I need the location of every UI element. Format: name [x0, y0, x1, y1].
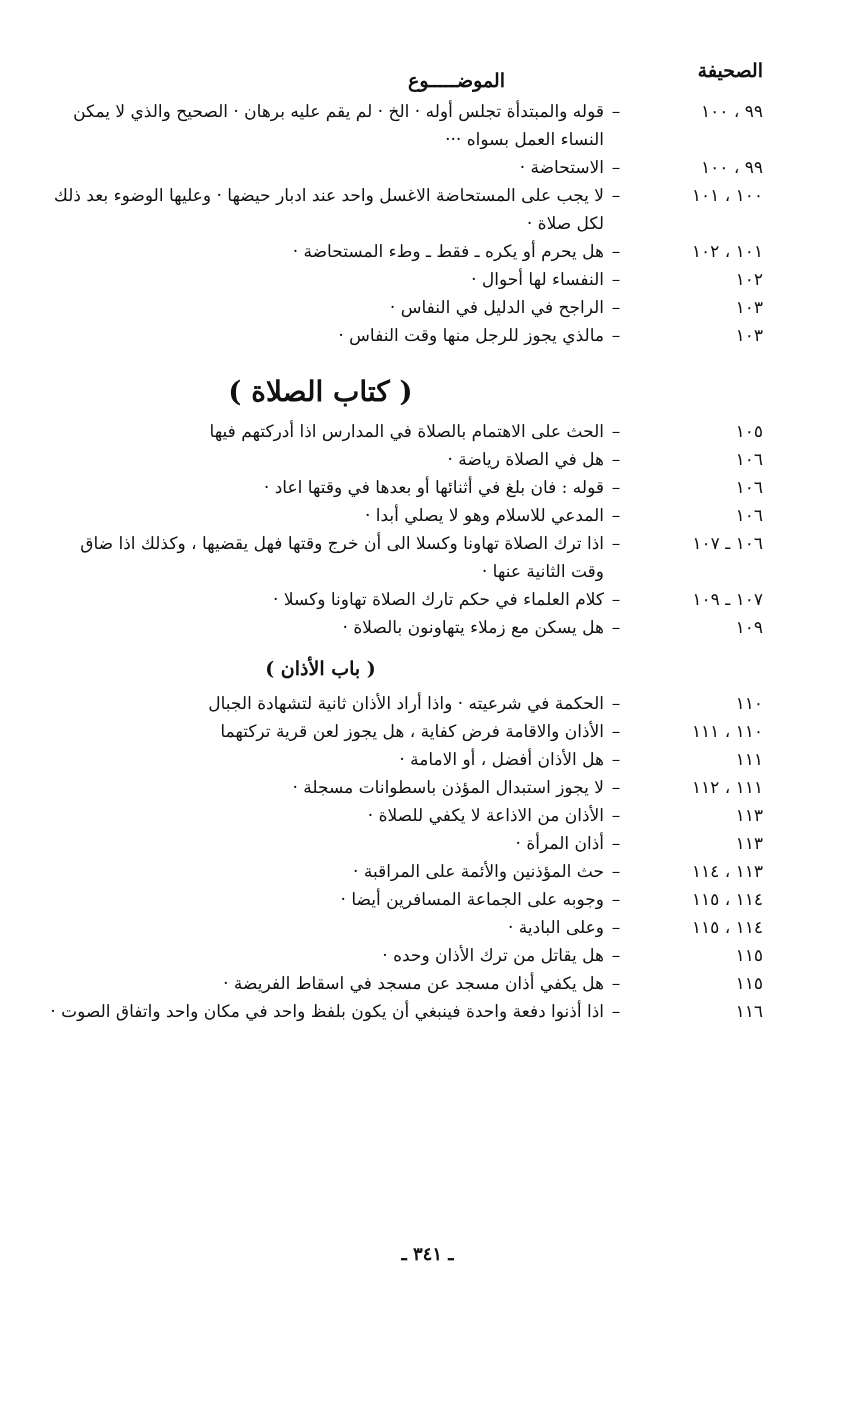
entry-page-numbers: ١١٠ [735, 694, 763, 714]
pages-column-heading: الصحيفة [697, 60, 763, 82]
entry-page-numbers: ١٠١ ، ١٠٢ [691, 242, 763, 262]
entry-topic-text: وعلى البادية · [508, 918, 604, 938]
entry-topic-text: هل يسكن مع زملاء يتهاونون بالصلاة · [342, 618, 604, 638]
index-entry [48, 418, 763, 446]
index-entry [48, 98, 763, 154]
index-entry [48, 294, 763, 322]
entry-dash: – [611, 1002, 621, 1022]
index-entry [48, 322, 763, 350]
entry-page-numbers: ١٠٦ [735, 478, 763, 498]
entry-page-numbers: ١٠٧ ـ ١٠٩ [692, 590, 763, 610]
entry-dash: – [611, 450, 621, 470]
entry-dash: – [611, 326, 621, 346]
entry-topic-text: هل يقاتل من ترك الأذان وحده · [382, 946, 604, 966]
entry-page-numbers: ١١٣ ، ١١٤ [691, 862, 763, 882]
entry-page-numbers: ١٠٦ [735, 450, 763, 470]
index-entry [48, 858, 763, 886]
entry-topic-text: لا يجوز استبدال المؤذن باسطوانات مسجلة · [292, 778, 604, 798]
entry-page-numbers: ١٠٦ ـ ١٠٧ [692, 534, 763, 554]
index-entry [48, 774, 763, 802]
entry-dash: – [611, 506, 621, 526]
entry-page-numbers: ١١٣ [735, 806, 763, 826]
entry-dash: – [611, 590, 621, 610]
entry-page-numbers: ١١٠ ، ١١١ [691, 722, 763, 742]
entry-topic-text: هل يكفي أذان مسجد عن مسجد في اسقاط الفريضة · [223, 974, 604, 994]
entry-page-numbers: ١٠٣ [735, 298, 763, 318]
entry-dash: – [611, 422, 621, 442]
entry-topic-text: الاستحاضة · [519, 158, 604, 178]
index-entry [48, 690, 763, 718]
entry-page-numbers: ١١٥ [735, 974, 763, 994]
index-entry [48, 586, 763, 614]
entry-dash: – [611, 974, 621, 994]
entry-dash: – [611, 298, 621, 318]
entry-page-numbers: ٩٩ ، ١٠٠ [701, 102, 763, 122]
entry-dash: – [611, 102, 621, 122]
index-entry [48, 746, 763, 774]
entry-page-numbers: ١١١ ، ١١٢ [691, 778, 763, 798]
entry-page-numbers: ١١٦ [735, 1002, 763, 1022]
entry-dash: – [611, 946, 621, 966]
entry-dash: – [611, 918, 621, 938]
entry-topic-text: الأذان من الاذاعة لا يكفي للصلاة · [367, 806, 604, 826]
index-entry [48, 614, 763, 642]
entry-topic-text: الحث على الاهتمام بالصلاة في المدارس اذا أدركتهم فيها [209, 422, 604, 442]
index-entry [48, 830, 763, 858]
entry-dash: – [611, 270, 621, 290]
index-entry [48, 886, 763, 914]
entry-topic-text: اذا أذنوا دفعة واحدة فينبغي أن يكون بلفظ واحد في مكان واحد واتفاق الصوت · [50, 1002, 604, 1022]
index-entry [48, 474, 763, 502]
entry-page-numbers: ١٠٥ [735, 422, 763, 442]
index-entry [48, 914, 763, 942]
entry-page-numbers: ١٠٢ [735, 270, 763, 290]
entry-dash: – [611, 158, 621, 178]
entry-dash: – [611, 478, 621, 498]
entry-page-numbers: ١١٥ [735, 946, 763, 966]
entry-topic-text: الحكمة في شرعيته · واذا أراد الأذان ثانية لتشهادة الجبال [208, 694, 604, 714]
entry-topic-text: قوله والمبتدأة تجلس أوله · الخ · لم يقم عليه برهان · الصحيح والذي لا يمكن النساء العمل بسواه ··· [73, 102, 604, 150]
entry-dash: – [611, 806, 621, 826]
index-entries [48, 98, 763, 1026]
entry-dash: – [611, 694, 621, 714]
index-entry [48, 182, 763, 238]
entry-topic-text: المدعي للاسلام وهو لا يصلي أبدا · [364, 506, 604, 526]
entry-page-numbers: ١١٤ ، ١١٥ [691, 918, 763, 938]
entry-dash: – [611, 778, 621, 798]
entry-page-numbers: ١٠٣ [735, 326, 763, 346]
index-entry [48, 530, 763, 586]
entry-dash: – [611, 862, 621, 882]
entry-topic-text: النفساء لها أحوال · [471, 270, 604, 290]
entry-topic-text: وجوبه على الجماعة المسافرين أيضا · [340, 890, 604, 910]
index-entry [48, 446, 763, 474]
entry-dash: – [611, 834, 621, 854]
entry-topic-text: أذان المرأة · [515, 834, 604, 854]
index-entry [48, 502, 763, 530]
entry-topic-text: هل الأذان أفضل ، أو الامامة · [399, 750, 604, 770]
page-number: ـ ٣٤١ ـ [401, 1244, 454, 1265]
index-entry [48, 238, 763, 266]
entry-topic-text: حث المؤذنين والأئمة على المراقبة · [353, 862, 604, 882]
entry-page-numbers: ١٠٠ ، ١٠١ [691, 186, 763, 206]
entry-topic-text: قوله : فان بلغ في أثنائها أو بعدها في وقتها اعاد · [263, 478, 604, 498]
topic-column-heading: الموضـــــوع [408, 70, 505, 92]
index-entry [48, 970, 763, 998]
index-entry [48, 802, 763, 830]
entry-dash: – [611, 890, 621, 910]
entry-dash: – [611, 750, 621, 770]
entry-page-numbers: ٩٩ ، ١٠٠ [701, 158, 763, 178]
index-entry [48, 154, 763, 182]
entry-page-numbers: ١١٤ ، ١١٥ [691, 890, 763, 910]
index-entry [48, 718, 763, 746]
entry-dash: – [611, 722, 621, 742]
entry-dash: – [611, 618, 621, 638]
entry-topic-text: هل في الصلاة رياضة · [447, 450, 604, 470]
entry-page-numbers: ١٠٩ [735, 618, 763, 638]
entry-topic-text: اذا ترك الصلاة تهاونا وكسلا الى أن خرج وقتها فهل يقضيها ، وكذلك اذا ضاق وقت الثانية عنها · [80, 534, 604, 582]
entry-page-numbers: ١٠٦ [735, 506, 763, 526]
entry-topic-text: الأذان والاقامة فرض كفاية ، هل يجوز لعن قرية تركتهما [220, 722, 604, 742]
entry-page-numbers: ١١٣ [735, 834, 763, 854]
entry-dash: – [611, 242, 621, 262]
entry-dash: – [611, 186, 621, 206]
entry-dash: – [611, 534, 621, 554]
index-entry [48, 266, 763, 294]
index-entry [48, 942, 763, 970]
entry-topic-text: لا يجب على المستحاضة الاغسل واحد عند ادبار حيضها · وعليها الوضوء بعد ذلك لكل صلاة · [53, 186, 604, 234]
entry-topic-text: مالذي يجوز للرجل منها وقت النفاس · [338, 326, 604, 346]
index-entry [48, 998, 763, 1026]
book-heading: ( كتاب الصلاة ) [228, 375, 413, 408]
entry-page-numbers: ١١١ [735, 750, 763, 770]
chapter-heading: ( باب الأذان ) [265, 658, 376, 680]
entry-topic-text: كلام العلماء في حكم تارك الصلاة تهاونا وكسلا · [273, 590, 604, 610]
entry-topic-text: هل يحرم أو يكره ـ فقط ـ وطء المستحاضة · [292, 242, 604, 262]
entry-topic-text: الراجح في الدليل في النفاس · [389, 298, 604, 318]
